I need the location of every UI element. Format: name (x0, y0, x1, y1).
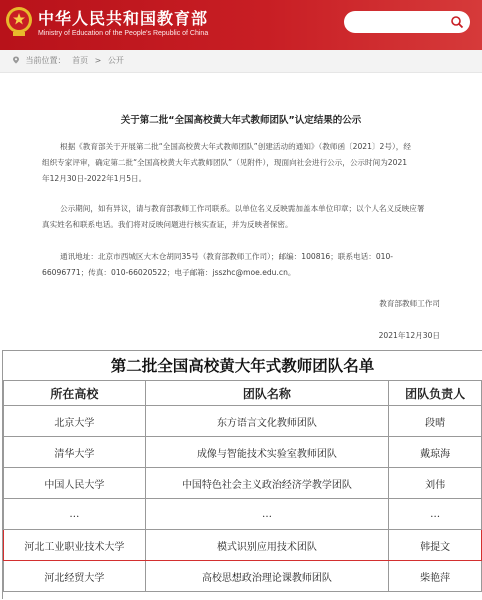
table-row-highlighted (4, 530, 482, 561)
team-name-list (2, 350, 482, 599)
cell-team-name: 东方语言文化教师团队 (145, 406, 388, 437)
notice-paragraph-1-line-1: 根据《教育部关于开展第二批“全国高校黄大年式教师团队”创建活动的通知》（教师函〔2021〕2号），经 (60, 142, 411, 151)
cell-team-leader: … (389, 499, 482, 530)
name-list-title: 第二批全国高校黄大年式教师团队名单 (110, 356, 375, 375)
column-header-university: 所在高校 (4, 381, 146, 406)
cell-university: 北京大学 (4, 406, 146, 437)
cell-team-name: 中国特色社会主义政治经济学教学团队 (145, 468, 388, 499)
notice-paragraph-3-line-2: 66096771；传真：010-66020522；电子邮箱：jsszhc@moe.edu.cn。 (42, 268, 296, 277)
cell-team-name: 模式识别应用技术团队 (145, 530, 388, 561)
cell-university: 中国人民大学 (4, 468, 146, 499)
cell-university: 清华大学 (4, 437, 146, 468)
team-table (3, 380, 482, 592)
notice-paragraph-3-line-1: 通讯地址：北京市西城区大木仓胡同35号（教育部教师工作司）；邮编：100816；联系电话：010- (60, 252, 394, 261)
notice-date: 2021年12月30日 (378, 331, 440, 340)
cell-university: 河北经贸大学 (4, 561, 146, 592)
table-row-ellipsis (4, 499, 482, 530)
cell-team-leader: 戴琼海 (389, 437, 482, 468)
notice-title: 关于第二批“全国高校黄大年式教师团队”认定结果的公示 (120, 115, 362, 126)
site-header (0, 0, 482, 50)
notice-paragraph-2-line-2: 真实姓名和联系电话。我们将对反映问题进行核实查证，并为反映者保密。 (42, 220, 293, 229)
breadcrumb-separator: > (94, 56, 102, 65)
location-pin-icon (12, 56, 20, 64)
notice-paragraph-1-line-3: 年12月30日-2022年1月5日。 (42, 174, 147, 183)
column-header-team-leader: 团队负责人 (389, 381, 482, 406)
cell-team-leader: 刘伟 (389, 468, 482, 499)
national-emblem-icon[interactable] (4, 4, 34, 38)
table-row (4, 437, 482, 468)
notice-signature: 教育部教师工作司 (379, 299, 440, 308)
table-header-row (4, 381, 482, 406)
breadcrumb-location-label: 当前位置： (25, 56, 66, 65)
cell-team-leader: 韩提文 (389, 530, 482, 561)
search-icon[interactable] (450, 15, 464, 29)
table-row (4, 468, 482, 499)
breadcrumb-bar (0, 50, 482, 73)
search-input[interactable] (344, 11, 470, 33)
site-subtitle: Ministry of Education of the People's Republic of China (38, 30, 209, 37)
notice-paragraph-2-line-1: 公示期间，如有异议，请与教育部教师工作司联系。以单位名义反映需加盖本单位印章；以个人名义反映应署 (60, 204, 425, 213)
site-title[interactable]: 中华人民共和国教育部 (38, 9, 209, 28)
breadcrumb-item-public[interactable]: 公开 (107, 56, 124, 65)
cell-team-name: 成像与智能技术实验室教师团队 (145, 437, 388, 468)
cell-team-leader: 段晴 (389, 406, 482, 437)
breadcrumb (12, 55, 128, 66)
cell-team-name: 高校思想政治理论课教师团队 (145, 561, 388, 592)
notice-paragraph-1-line-2: 组织专家评审，确定第二批“全国高校黄大年式教师团队”（见附件），现面向社会进行公示，公示时间为2021 (42, 158, 408, 167)
cell-team-name: … (145, 499, 388, 530)
cell-university: 河北工业职业技术大学 (4, 530, 146, 561)
column-header-team-name: 团队名称 (145, 381, 388, 406)
table-row (4, 561, 482, 592)
breadcrumb-item-home[interactable]: 首页 (72, 56, 89, 65)
cell-university: … (4, 499, 146, 530)
table-row (4, 406, 482, 437)
cell-team-leader: 柴艳萍 (389, 561, 482, 592)
